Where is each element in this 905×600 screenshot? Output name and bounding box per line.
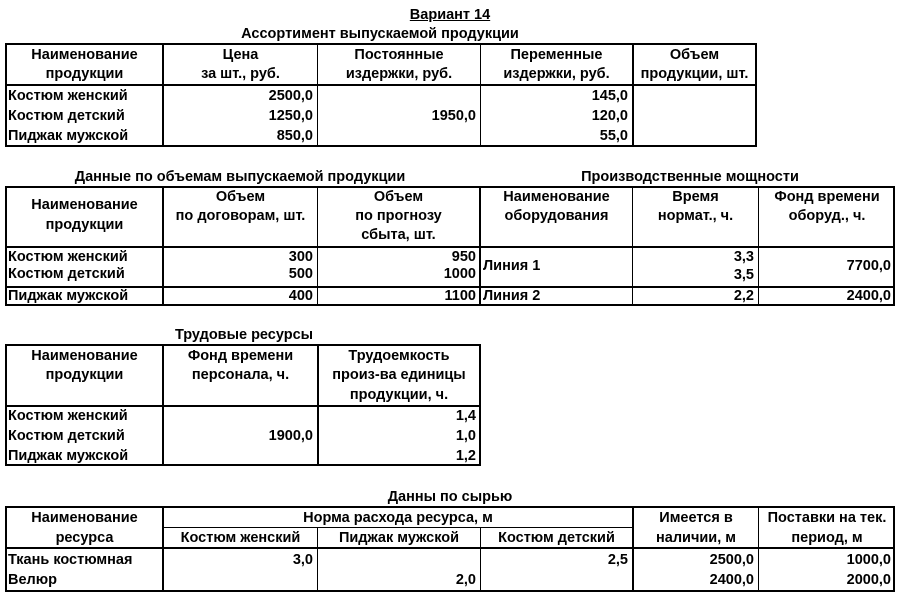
t3-line2: Линия 2 — [483, 288, 541, 304]
t1-row-var: 145,0 — [591, 88, 628, 104]
t2-row-forecast: 950 — [451, 249, 476, 265]
t2-row-contract: 300 — [288, 249, 313, 265]
t5-h-name1: Наименование — [31, 510, 138, 526]
t1-row-name: Пиджак мужской — [8, 128, 129, 144]
table1-caption: Ассортимент выпускаемой продукции — [241, 26, 519, 42]
t2-row-contract: 500 — [288, 266, 313, 282]
t2-row-name: Костюм женский — [8, 249, 128, 265]
t1-row-var: 55,0 — [599, 128, 628, 144]
t4-row-name: Костюм женский — [8, 408, 128, 424]
table3-caption: Производственные мощности — [581, 169, 799, 185]
t1-h-name2: продукции — [45, 66, 124, 82]
t2-h-contract2: по договорам, шт. — [175, 208, 306, 224]
table5-header-divider — [5, 547, 895, 549]
t4-row-labor: 1,2 — [455, 448, 476, 464]
page-title: Вариант 14 — [409, 7, 491, 23]
t1-row-price: 850,0 — [276, 128, 313, 144]
t4-h-fund1: Фонд времени — [187, 348, 294, 364]
t5-row-name: Велюр — [8, 572, 57, 588]
t3-h-equip2: оборудования — [504, 208, 609, 224]
t3-fund2: 2400,0 — [846, 288, 891, 304]
t2-row-contract: 400 — [288, 288, 313, 304]
t2-h-forecast1: Объем — [373, 189, 424, 205]
t1-row-var: 120,0 — [591, 108, 628, 124]
table4-caption: Трудовые ресурсы — [174, 327, 314, 343]
t3-h-time1: Время — [672, 189, 719, 205]
t1-h-price1: Цена — [222, 47, 259, 63]
t4-row-name: Пиджак мужской — [8, 448, 129, 464]
t2-row-name: Пиджак мужской — [8, 288, 129, 304]
t3-time: 3,5 — [733, 267, 754, 283]
table1-header-divider — [5, 84, 757, 86]
t1-h-fixed2: издержки, руб. — [345, 66, 453, 82]
t1-row-name: Костюм женский — [8, 88, 128, 104]
t5-h-supply2: период, м — [791, 530, 863, 546]
t4-h-labor1: Трудоемкость — [348, 348, 450, 364]
t5-row-supply: 2000,0 — [846, 572, 891, 588]
t5-h-women: Костюм женский — [180, 530, 301, 546]
t4-h-labor3: продукции, ч. — [349, 387, 449, 403]
t1-h-vol2: продукции, шт. — [640, 66, 749, 82]
t5-h-name2: ресурса — [55, 530, 114, 546]
table5-caption: Данны по сырью — [387, 489, 513, 505]
t5-row-kids: 2,5 — [607, 552, 628, 568]
t4-row-labor: 1,0 — [455, 428, 476, 444]
t1-h-var2: издержки, руб. — [503, 66, 610, 82]
t5-row-have: 2400,0 — [709, 572, 754, 588]
t2-row-name: Костюм детский — [8, 266, 125, 282]
t5-row-name: Ткань костюмная — [8, 552, 133, 568]
t4-h-name2: продукции — [45, 367, 124, 383]
t1-row-name: Костюм детский — [8, 108, 125, 124]
t2-h-forecast2: по прогнозу — [355, 208, 442, 224]
t5-h-kids: Костюм детский — [498, 530, 615, 546]
t4-h-labor2: произ-ва единицы — [332, 367, 466, 383]
t3-time: 3,3 — [733, 249, 754, 265]
t4-h-fund2: персонала, ч. — [191, 367, 290, 383]
t3-fund1: 7700,0 — [846, 258, 891, 274]
t1-row-price: 2500,0 — [268, 88, 313, 104]
t5-row-men: 2,0 — [455, 572, 476, 588]
t1-h-vol1: Объем — [669, 47, 720, 63]
t1-fixed-costs: 1950,0 — [431, 108, 476, 124]
t2-h-name1: Наименование — [31, 197, 138, 213]
t1-row-price: 1250,0 — [268, 108, 313, 124]
t4-fund: 1900,0 — [268, 428, 313, 444]
t5-row-have: 2500,0 — [709, 552, 754, 568]
t1-h-fixed1: Постоянные — [354, 47, 444, 63]
t5-row-women: 3,0 — [292, 552, 313, 568]
t5-h-have2: наличии, м — [656, 530, 736, 546]
t5-h-norm: Норма расхода ресурса, м — [303, 510, 493, 526]
t2-row-forecast: 1100 — [444, 288, 476, 304]
t5-h-have1: Имеется в — [659, 510, 733, 526]
t3-h-equip1: Наименование — [503, 189, 610, 205]
t4-row-name: Костюм детский — [8, 428, 125, 444]
t3-h-fund1: Фонд времени — [774, 189, 880, 205]
t1-h-var1: Переменные — [510, 47, 603, 63]
t1-h-price2: за шт., руб. — [201, 66, 280, 82]
t2-h-name2: продукции — [45, 217, 124, 233]
t2-h-contract1: Объем — [215, 189, 266, 205]
t4-row-labor: 1,4 — [455, 408, 476, 424]
t3-h-time2: нормат., ч. — [657, 208, 734, 224]
t1-h-name1: Наименование — [31, 47, 138, 63]
t3-h-fund2: оборуд., ч. — [788, 208, 866, 224]
t2-row-forecast: 1000 — [443, 266, 476, 282]
t2-h-forecast3: сбыта, шт. — [361, 227, 436, 243]
t3-time: 2,2 — [733, 288, 754, 304]
t4-h-name1: Наименование — [31, 348, 138, 364]
t3-line1: Линия 1 — [483, 258, 541, 274]
t5-h-supply1: Поставки на тек. — [767, 510, 887, 526]
t5-row-supply: 1000,0 — [846, 552, 891, 568]
t5-h-men: Пиджак мужской — [338, 530, 460, 546]
table2-caption: Данные по объемам выпускаемой продукции — [74, 169, 406, 185]
